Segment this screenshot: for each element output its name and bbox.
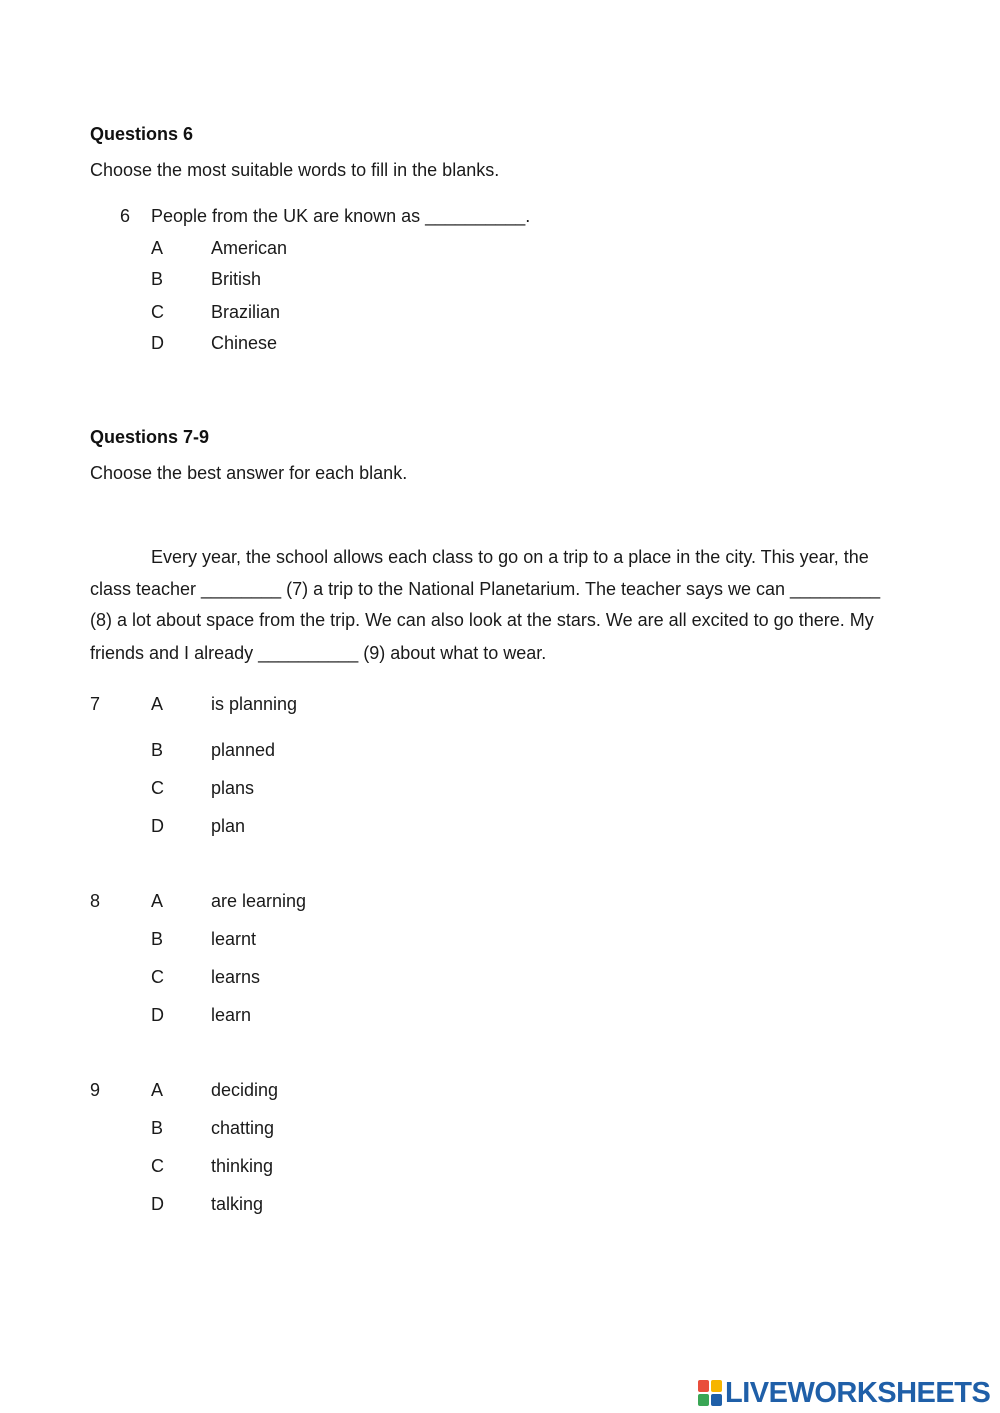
option-letter[interactable]: C [151,778,164,798]
option-letter[interactable]: B [151,740,164,760]
logo-text: LIVEWORKSHEETS [725,1376,991,1409]
option-text[interactable]: talking [211,1194,264,1214]
option-text[interactable]: chatting [211,1118,275,1138]
passage-line: (8) a lot about space from the trip. We can also look at the stars. We are all excited to go there. My [90,610,874,630]
liveworksheets-logo[interactable] [698,1378,990,1408]
section-7-9-instruction: Choose the best answer for each blank. [90,463,408,483]
option-letter[interactable]: D [151,1194,164,1214]
option-text[interactable]: plan [211,816,246,836]
question-6-number: 6 [120,206,131,226]
option-letter[interactable]: D [151,816,164,836]
passage-line: friends and I already __________ (9) about what to wear. [90,643,547,663]
option-text[interactable]: plans [211,778,255,798]
option-letter[interactable]: B [151,269,164,289]
option-text[interactable]: learns [211,967,261,987]
section-6-heading: Questions 6 [90,124,194,144]
logo-mark-square [698,1380,709,1392]
section-7-9-heading: Questions 7-9 [90,427,210,447]
liveworksheets-mark-icon [698,1380,722,1406]
option-letter[interactable]: C [151,302,164,322]
option-letter[interactable]: A [151,694,164,714]
option-text[interactable]: thinking [211,1156,274,1176]
question-number: 8 [90,891,101,911]
option-text[interactable]: Brazilian [211,302,281,322]
section-6-instruction: Choose the most suitable words to fill in the blanks. [90,160,500,180]
option-letter[interactable]: B [151,929,164,949]
option-letter[interactable]: A [151,238,164,258]
option-letter[interactable]: C [151,967,164,987]
passage-line: Every year, the school allows each class to go on a trip to a place in the city. This year, the [151,547,869,567]
option-text[interactable]: are learning [211,891,307,911]
logo-mark-square [711,1380,722,1392]
option-letter[interactable]: C [151,1156,164,1176]
option-text[interactable]: planned [211,740,276,760]
option-text[interactable]: Chinese [211,333,278,353]
logo-mark-square [698,1394,709,1406]
option-letter[interactable]: D [151,1005,164,1025]
option-text[interactable]: is planning [211,694,298,714]
option-text[interactable]: American [211,238,288,258]
option-text[interactable]: British [211,269,262,289]
question-number: 9 [90,1080,101,1100]
option-text[interactable]: learn [211,1005,252,1025]
option-letter[interactable]: B [151,1118,164,1138]
question-6-text: People from the UK are known as __________. [151,206,531,226]
logo-mark-square [711,1394,722,1406]
option-text[interactable]: learnt [211,929,257,949]
option-text[interactable]: deciding [211,1080,279,1100]
option-letter[interactable]: A [151,1080,164,1100]
passage-line: class teacher ________ (7) a trip to the National Planetarium. The teacher says we can _________ [90,579,881,599]
option-letter[interactable]: D [151,333,164,353]
question-number: 7 [90,694,101,714]
option-letter[interactable]: A [151,891,164,911]
